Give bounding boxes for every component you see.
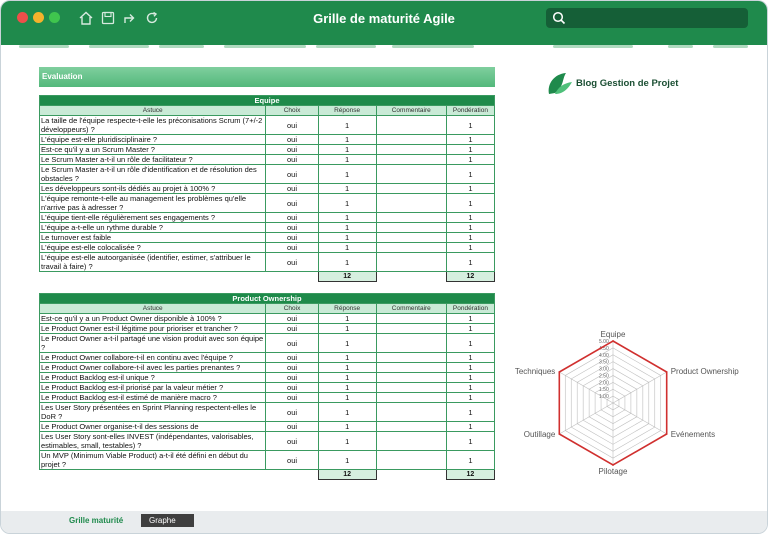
- question-cell: Le Product Owner organise-t-il des sessions de: [40, 422, 266, 432]
- weight-cell[interactable]: 1: [446, 253, 494, 272]
- answer-cell[interactable]: 1: [318, 334, 376, 353]
- question-cell: L'équipe est-elle autoorganisée (identifier, estimer, s'attribuer le travail à faire) ?: [40, 253, 266, 272]
- comment-cell[interactable]: [376, 135, 446, 145]
- choice-cell[interactable]: oui: [266, 184, 318, 194]
- choice-cell[interactable]: oui: [266, 373, 318, 383]
- comment-cell[interactable]: [376, 324, 446, 334]
- question-cell: Le Scrum Master a-t-il un rôle de facilitateur ?: [40, 155, 266, 165]
- choice-cell[interactable]: oui: [266, 422, 318, 432]
- choice-cell[interactable]: oui: [266, 233, 318, 243]
- answer-cell[interactable]: 1: [318, 324, 376, 334]
- choice-cell[interactable]: oui: [266, 194, 318, 213]
- weight-cell[interactable]: 1: [446, 194, 494, 213]
- equipe-table: [39, 95, 495, 282]
- ribbon-item[interactable]: [224, 45, 306, 48]
- table-row: [40, 135, 495, 145]
- answer-cell[interactable]: 1: [318, 363, 376, 373]
- choice-cell[interactable]: oui: [266, 223, 318, 233]
- column-header: Choix: [266, 106, 318, 116]
- column-header: Réponse: [318, 304, 376, 314]
- column-header: Réponse: [318, 106, 376, 116]
- choice-cell[interactable]: oui: [266, 383, 318, 393]
- comment-cell[interactable]: [376, 314, 446, 324]
- table-row: [40, 383, 495, 393]
- worksheet: [1, 51, 767, 511]
- table-row: [40, 432, 495, 451]
- radar-tick-label: 1.50: [599, 387, 609, 394]
- table-row: [40, 165, 495, 184]
- total-answer-cell: 12: [318, 272, 376, 282]
- column-header: Commentaire: [376, 106, 446, 116]
- ribbon-item[interactable]: [668, 45, 693, 48]
- table-row: [40, 223, 495, 233]
- comment-cell[interactable]: [376, 184, 446, 194]
- table-row: [40, 213, 495, 223]
- column-header: Pondération: [446, 304, 494, 314]
- question-cell: Le Scrum Master a-t-il un rôle d'identification et de résolution des obstacles ?: [40, 165, 266, 184]
- question-cell: Le Product Owner collabore-t-il en continu avec l'équipe ?: [40, 353, 266, 363]
- maturity-radar-chart: [501, 321, 768, 511]
- total-weight-cell: 12: [446, 272, 494, 282]
- weight-cell[interactable]: 1: [446, 213, 494, 223]
- answer-cell[interactable]: 1: [318, 233, 376, 243]
- question-cell: Le Product Backlog est-il estimé de manière macro ?: [40, 393, 266, 403]
- ribbon-item[interactable]: [159, 45, 204, 48]
- choice-cell[interactable]: oui: [266, 116, 318, 135]
- question-cell: Le turnover est faible: [40, 233, 266, 243]
- table-row: [40, 334, 495, 353]
- answer-cell[interactable]: 1: [318, 403, 376, 422]
- choice-cell[interactable]: oui: [266, 353, 318, 363]
- comment-cell[interactable]: [376, 393, 446, 403]
- table-row: [40, 155, 495, 165]
- weight-cell[interactable]: 1: [446, 233, 494, 243]
- comment-cell[interactable]: [376, 363, 446, 373]
- answer-cell[interactable]: 1: [318, 451, 376, 470]
- radar-spoke: [613, 372, 667, 403]
- table-row: [40, 373, 495, 383]
- choice-cell[interactable]: oui: [266, 451, 318, 470]
- answer-cell[interactable]: 1: [318, 213, 376, 223]
- ribbon-item[interactable]: [553, 45, 633, 48]
- evaluation-header: Evaluation: [39, 67, 495, 87]
- comment-cell[interactable]: [376, 116, 446, 135]
- table-row: [40, 403, 495, 422]
- choice-cell[interactable]: oui: [266, 432, 318, 451]
- radar-tick-label: 3.50: [599, 359, 609, 366]
- choice-cell[interactable]: oui: [266, 155, 318, 165]
- radar-spoke: [613, 403, 667, 434]
- radar-spoke: [559, 403, 613, 434]
- choice-cell[interactable]: oui: [266, 253, 318, 272]
- answer-cell[interactable]: 1: [318, 432, 376, 451]
- answer-cell[interactable]: 1: [318, 165, 376, 184]
- comment-cell[interactable]: [376, 243, 446, 253]
- radar-tick-label: 3.00: [599, 366, 609, 373]
- weight-cell[interactable]: 1: [446, 324, 494, 334]
- answer-cell[interactable]: 1: [318, 373, 376, 383]
- answer-cell[interactable]: 1: [318, 422, 376, 432]
- weight-cell[interactable]: 1: [446, 145, 494, 155]
- comment-cell[interactable]: [376, 432, 446, 451]
- search-icon: [552, 11, 566, 25]
- table-row: [40, 184, 495, 194]
- weight-cell[interactable]: 1: [446, 155, 494, 165]
- ribbon-item[interactable]: [392, 45, 474, 48]
- question-cell: Le Product Owner a-t-il partagé une vision produit avec son équipe ?: [40, 334, 266, 353]
- question-cell: L'équipe remonte-t-elle au management les problèmes qu'elle n'arrive pas à adresser ?: [40, 194, 266, 213]
- column-header: Pondération: [446, 106, 494, 116]
- logo-text: Blog Gestion de Projet: [576, 78, 679, 89]
- total-weight-cell: 12: [446, 470, 494, 480]
- choice-cell[interactable]: oui: [266, 393, 318, 403]
- choice-cell[interactable]: oui: [266, 135, 318, 145]
- comment-cell[interactable]: [376, 223, 446, 233]
- weight-cell[interactable]: 1: [446, 403, 494, 422]
- ribbon-item[interactable]: [713, 45, 748, 48]
- question-cell: L'équipe est-elle colocalisée ?: [40, 243, 266, 253]
- weight-cell[interactable]: 1: [446, 314, 494, 324]
- table-row: [40, 393, 495, 403]
- comment-cell[interactable]: [376, 353, 446, 363]
- radar-point: [666, 433, 668, 435]
- choice-cell[interactable]: oui: [266, 314, 318, 324]
- question-cell: Les développeurs sont-ils dédiés au projet à 100% ?: [40, 184, 266, 194]
- weight-cell[interactable]: 1: [446, 165, 494, 184]
- column-header: Astuce: [40, 106, 266, 116]
- table-row: [40, 233, 495, 243]
- table-row: [40, 353, 495, 363]
- table-row: [40, 451, 495, 470]
- question-cell: Est-ce qu'il y a un Scrum Master ?: [40, 145, 266, 155]
- radar-point: [612, 340, 614, 342]
- radar-point: [666, 371, 668, 373]
- radar-tick-label: 2.00: [599, 380, 609, 387]
- answer-cell[interactable]: 1: [318, 155, 376, 165]
- product-ownership-table: [39, 293, 495, 480]
- table-row: [40, 145, 495, 155]
- answer-cell[interactable]: 1: [318, 223, 376, 233]
- weight-cell[interactable]: 1: [446, 383, 494, 393]
- weight-cell[interactable]: 1: [446, 334, 494, 353]
- answer-cell[interactable]: 1: [318, 253, 376, 272]
- column-header: Commentaire: [376, 304, 446, 314]
- choice-cell[interactable]: oui: [266, 145, 318, 155]
- comment-cell[interactable]: [376, 233, 446, 243]
- column-header: Astuce: [40, 304, 266, 314]
- question-cell: L'équipe est-elle pluridisciplinaire ?: [40, 135, 266, 145]
- radar-tick-label: 2.50: [599, 373, 609, 380]
- question-cell: Les User Story présentées en Sprint Planning respectent-elles le DoR ?: [40, 403, 266, 422]
- column-header: Choix: [266, 304, 318, 314]
- tab-grille-maturite[interactable]: Grille maturité: [69, 516, 124, 525]
- weight-cell[interactable]: 1: [446, 116, 494, 135]
- comment-cell[interactable]: [376, 403, 446, 422]
- answer-cell[interactable]: 1: [318, 135, 376, 145]
- answer-cell[interactable]: 1: [318, 353, 376, 363]
- choice-cell[interactable]: oui: [266, 403, 318, 422]
- question-cell: Un MVP (Minimum Viable Product) a-t-il été défini en début du projet ?: [40, 451, 266, 470]
- title-bar: [1, 1, 767, 45]
- table-row: [40, 363, 495, 373]
- sheet-tabs-bar: [1, 511, 767, 534]
- window-title: Grille de maturité Agile: [313, 11, 455, 26]
- answer-cell[interactable]: 1: [318, 314, 376, 324]
- question-cell: L'équipe a-t-elle un rythme durable ?: [40, 223, 266, 233]
- comment-cell[interactable]: [376, 194, 446, 213]
- table-row: [40, 194, 495, 213]
- comment-cell[interactable]: [376, 383, 446, 393]
- weight-cell[interactable]: 1: [446, 184, 494, 194]
- weight-cell[interactable]: 1: [446, 422, 494, 432]
- answer-cell[interactable]: 1: [318, 184, 376, 194]
- search-input[interactable]: [546, 8, 748, 28]
- comment-cell[interactable]: [376, 451, 446, 470]
- radar-tick-label: 4.50: [599, 345, 609, 352]
- question-cell: L'équipe tient-elle régulièrement ses engagements ?: [40, 213, 266, 223]
- ribbon-item[interactable]: [316, 45, 376, 48]
- weight-cell[interactable]: 1: [446, 373, 494, 383]
- ribbon-item[interactable]: [19, 45, 69, 48]
- comment-cell[interactable]: [376, 213, 446, 223]
- comment-cell[interactable]: [376, 165, 446, 184]
- weight-cell[interactable]: 1: [446, 451, 494, 470]
- question-cell: Le Product Backlog est-il unique ?: [40, 373, 266, 383]
- question-cell: Le Product Backlog est-il priorisé par la valeur métier ?: [40, 383, 266, 393]
- table-row: [40, 116, 495, 135]
- radar-point: [612, 464, 614, 466]
- comment-cell[interactable]: [376, 334, 446, 353]
- table-row: [40, 324, 495, 334]
- choice-cell[interactable]: oui: [266, 165, 318, 184]
- comment-cell[interactable]: [376, 422, 446, 432]
- question-cell: Est-ce qu'il y a un Product Owner disponible à 100% ?: [40, 314, 266, 324]
- radar-axis-label: Outillage: [523, 430, 556, 439]
- answer-cell[interactable]: 1: [318, 383, 376, 393]
- answer-cell[interactable]: 1: [318, 393, 376, 403]
- radar-tick-label: 5.00: [599, 339, 609, 345]
- choice-cell[interactable]: oui: [266, 334, 318, 353]
- weight-cell[interactable]: 1: [446, 393, 494, 403]
- table-row: [40, 243, 495, 253]
- radar-axis-label: Product Ownership: [670, 367, 739, 376]
- weight-cell[interactable]: 1: [446, 363, 494, 373]
- weight-cell[interactable]: 1: [446, 353, 494, 363]
- section-title: Equipe: [40, 96, 495, 106]
- choice-cell[interactable]: oui: [266, 324, 318, 334]
- radar-tick-label: 4.00: [599, 352, 609, 359]
- choice-cell[interactable]: oui: [266, 363, 318, 373]
- comment-cell[interactable]: [376, 145, 446, 155]
- blog-logo-icon: [546, 71, 574, 97]
- choice-cell[interactable]: oui: [266, 213, 318, 223]
- answer-cell[interactable]: 1: [318, 243, 376, 253]
- weight-cell[interactable]: 1: [446, 243, 494, 253]
- table-row: [40, 253, 495, 272]
- radar-axis-label: Techniques: [514, 367, 556, 376]
- weight-cell[interactable]: 1: [446, 223, 494, 233]
- weight-cell[interactable]: 1: [446, 135, 494, 145]
- question-cell: Le Product Owner collabore-t-il avec les parties prenantes ?: [40, 363, 266, 373]
- ribbon-item[interactable]: [89, 45, 149, 48]
- radar-tick-label: 1.00: [599, 394, 609, 401]
- choice-cell[interactable]: oui: [266, 243, 318, 253]
- radar-point: [558, 433, 560, 435]
- answer-cell[interactable]: 1: [318, 145, 376, 155]
- radar-axis-label: Evénements: [670, 430, 716, 439]
- radar-point: [558, 371, 560, 373]
- question-cell: La taille de l'équipe respecte-t-elle les préconisations Scrum (7+/-2 développeurs) ?: [40, 116, 266, 135]
- question-cell: Le Product Owner est-il légitime pour prioriser et trancher ?: [40, 324, 266, 334]
- total-answer-cell: 12: [318, 470, 376, 480]
- answer-cell[interactable]: 1: [318, 116, 376, 135]
- radar-axis-label: Equipe: [600, 330, 626, 339]
- question-cell: Les User Story sont-elles INVEST (indépendantes, valorisables, estimables, small, testables) ?: [40, 432, 266, 451]
- radar-axis-label: Pilotage: [598, 467, 628, 476]
- comment-cell[interactable]: [376, 373, 446, 383]
- answer-cell[interactable]: 1: [318, 194, 376, 213]
- section-title: Product Ownership: [40, 294, 495, 304]
- table-row: [40, 314, 495, 324]
- table-row: [40, 422, 495, 432]
- tab-graphe[interactable]: Graphe: [141, 514, 194, 527]
- comment-cell[interactable]: [376, 155, 446, 165]
- comment-cell[interactable]: [376, 253, 446, 272]
- weight-cell[interactable]: 1: [446, 432, 494, 451]
